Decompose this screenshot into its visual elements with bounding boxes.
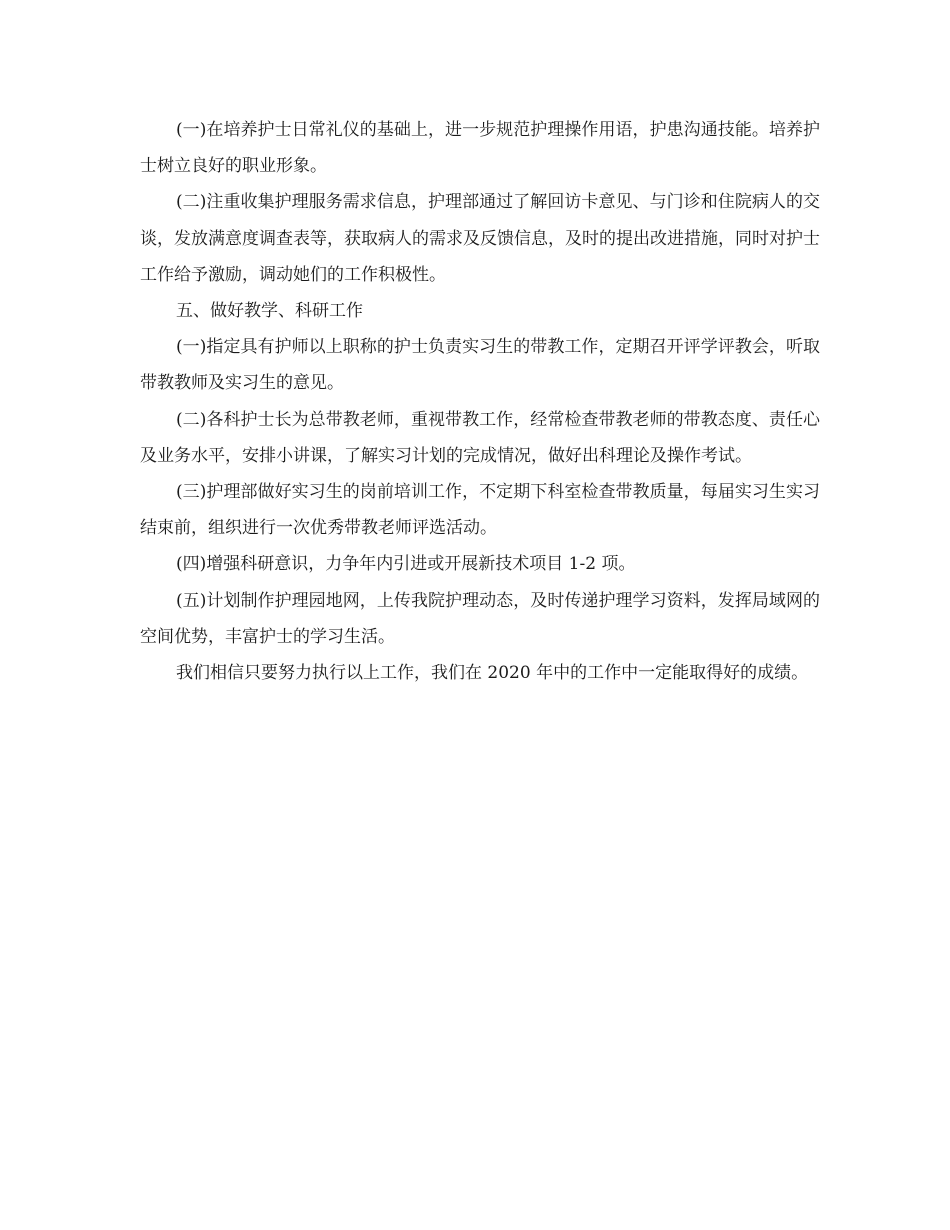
paragraph-conclusion: 我们相信只要努力执行以上工作，我们在 2020 年中的工作中一定能取得好的成绩。 — [176, 663, 809, 684]
paragraph-head-nurse-supervision: (二)各科护士长为总带教老师，重视带教工作，经常检查带教老师的带教态度、责任心及业务水平，安排小讲课，了解实习计划的完成情况，做好出科理论及操作考试。 — [140, 409, 820, 466]
paragraph-etiquette: (一)在培养护士日常礼仪的基础上，进一步规范护理操作用语，护患沟通技能。培养护士树立良好的职业形象。 — [140, 120, 820, 177]
paragraph-service-feedback: (二)注重收集护理服务需求信息，护理部通过了解回访卡意见、与门诊和住院病人的交谈，发放满意度调查表等，获取病人的需求及反馈信息，及时的提出改进措施，同时对护士工作给予激励，调动她们的工作积极性。 — [140, 192, 820, 285]
section-heading-teaching-research: 五、做好教学、科研工作 — [176, 301, 363, 322]
paragraph-pre-job-training: (三)护理部做好实习生的岗前培训工作，不定期下科室检查带教质量，每届实习生实习结束前，组织进行一次优秀带教老师评选活动。 — [140, 482, 820, 539]
paragraph-research-awareness: (四)增强科研意识，力争年内引进或开展新技术项目 1-2 项。 — [176, 554, 636, 575]
paragraph-nursing-website: (五)计划制作护理园地网，上传我院护理动态，及时传递护理学习资料，发挥局域网的空间优势，丰富护士的学习生活。 — [140, 590, 820, 647]
document-body — [140, 112, 820, 691]
paragraph-intern-teaching: (一)指定具有护师以上职称的护士负责实习生的带教工作，定期召开评学评教会，听取带教教师及实习生的意见。 — [140, 337, 820, 394]
